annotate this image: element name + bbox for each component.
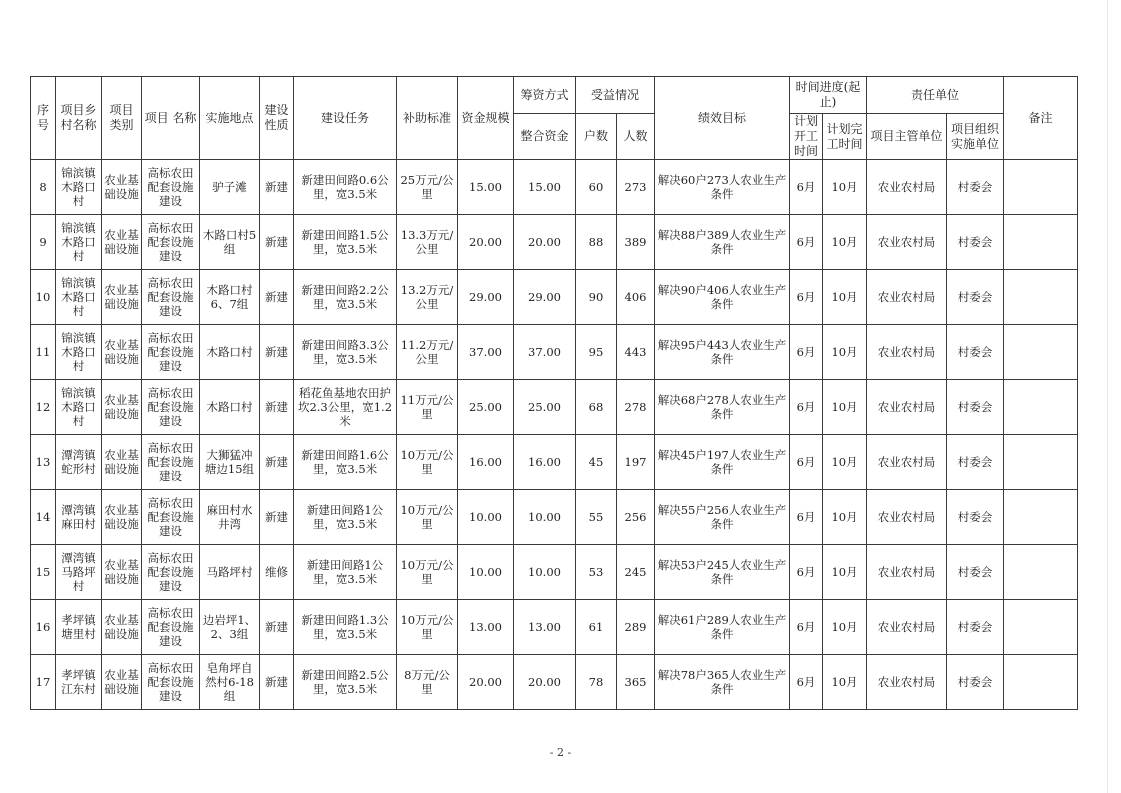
project-category: 农业基础设施 bbox=[102, 270, 142, 325]
finish-month: 10月 bbox=[823, 270, 867, 325]
performance-target: 解决60户273人农业生产条件 bbox=[655, 160, 790, 215]
performance-target: 解决90户406人农业生产条件 bbox=[655, 270, 790, 325]
village-name: 锦滨镇木路口村 bbox=[56, 380, 102, 435]
performance-target: 解决53户245人农业生产条件 bbox=[655, 545, 790, 600]
remark bbox=[1004, 545, 1078, 600]
project-category: 农业基础设施 bbox=[102, 600, 142, 655]
people: 245 bbox=[617, 545, 655, 600]
fund-scale: 10.00 bbox=[458, 490, 514, 545]
subsidy-standard: 8万元/公里 bbox=[397, 655, 458, 710]
subsidy-standard: 25万元/公里 bbox=[397, 160, 458, 215]
households: 45 bbox=[576, 435, 617, 490]
row-no: 12 bbox=[31, 380, 56, 435]
header-task: 建设任务 bbox=[294, 77, 397, 160]
people: 273 bbox=[617, 160, 655, 215]
row-no: 14 bbox=[31, 490, 56, 545]
header-funding-integrated: 整合资金 bbox=[514, 114, 576, 160]
construction-task: 新建田间路1公里，宽3.5米 bbox=[294, 545, 397, 600]
subsidy-standard: 10万元/公里 bbox=[397, 435, 458, 490]
start-month: 6月 bbox=[790, 655, 823, 710]
construction-task: 新建田间路1公里，宽3.5米 bbox=[294, 490, 397, 545]
performance-target: 解决88户389人农业生产条件 bbox=[655, 215, 790, 270]
row-no: 17 bbox=[31, 655, 56, 710]
finish-month: 10月 bbox=[823, 655, 867, 710]
location: 大狮猛冲塘边15组 bbox=[200, 435, 260, 490]
construction-nature: 新建 bbox=[260, 270, 294, 325]
remark bbox=[1004, 270, 1078, 325]
header-name: 项目 名称 bbox=[142, 77, 200, 160]
construction-task: 新建田间路2.5公里，宽3.5米 bbox=[294, 655, 397, 710]
integrated-fund: 29.00 bbox=[514, 270, 576, 325]
start-month: 6月 bbox=[790, 215, 823, 270]
construction-nature: 新建 bbox=[260, 325, 294, 380]
implementer-unit: 村委会 bbox=[947, 380, 1004, 435]
manager-unit: 农业农村局 bbox=[867, 215, 947, 270]
project-category: 农业基础设施 bbox=[102, 490, 142, 545]
location: 木路口村6、7组 bbox=[200, 270, 260, 325]
table-row bbox=[31, 380, 1078, 435]
manager-unit: 农业农村局 bbox=[867, 655, 947, 710]
fund-scale: 20.00 bbox=[458, 215, 514, 270]
fund-scale: 20.00 bbox=[458, 655, 514, 710]
subsidy-standard: 13.3万元/公里 bbox=[397, 215, 458, 270]
implementer-unit: 村委会 bbox=[947, 160, 1004, 215]
integrated-fund: 16.00 bbox=[514, 435, 576, 490]
construction-nature: 新建 bbox=[260, 490, 294, 545]
header-schedule: 时间进度(起止) bbox=[790, 77, 867, 114]
village-name: 潭湾镇麻田村 bbox=[56, 490, 102, 545]
location: 木路口村 bbox=[200, 380, 260, 435]
header-funding: 筹资方式 bbox=[514, 77, 576, 114]
table-row bbox=[31, 325, 1078, 380]
row-no: 13 bbox=[31, 435, 56, 490]
people: 365 bbox=[617, 655, 655, 710]
subsidy-standard: 10万元/公里 bbox=[397, 545, 458, 600]
table-row bbox=[31, 490, 1078, 545]
table-row bbox=[31, 435, 1078, 490]
header-finish: 计划完工时间 bbox=[823, 114, 867, 160]
people: 389 bbox=[617, 215, 655, 270]
people: 443 bbox=[617, 325, 655, 380]
project-category: 农业基础设施 bbox=[102, 435, 142, 490]
households: 68 bbox=[576, 380, 617, 435]
people: 406 bbox=[617, 270, 655, 325]
header-target: 绩效目标 bbox=[655, 77, 790, 160]
construction-nature: 新建 bbox=[260, 380, 294, 435]
header-nature: 建设性质 bbox=[260, 77, 294, 160]
header-people: 人数 bbox=[617, 114, 655, 160]
manager-unit: 农业农村局 bbox=[867, 490, 947, 545]
finish-month: 10月 bbox=[823, 435, 867, 490]
village-name: 孝坪镇塘里村 bbox=[56, 600, 102, 655]
remark bbox=[1004, 380, 1078, 435]
manager-unit: 农业农村局 bbox=[867, 160, 947, 215]
construction-task: 新建田间路3.3公里，宽3.5米 bbox=[294, 325, 397, 380]
header-no: 序号 bbox=[31, 77, 56, 160]
remark bbox=[1004, 490, 1078, 545]
row-no: 9 bbox=[31, 215, 56, 270]
construction-task: 新建田间路0.6公里，宽3.5米 bbox=[294, 160, 397, 215]
finish-month: 10月 bbox=[823, 160, 867, 215]
remark bbox=[1004, 215, 1078, 270]
table-row bbox=[31, 655, 1078, 710]
location: 皂角坪自然村6-18组 bbox=[200, 655, 260, 710]
implementer-unit: 村委会 bbox=[947, 435, 1004, 490]
integrated-fund: 15.00 bbox=[514, 160, 576, 215]
finish-month: 10月 bbox=[823, 490, 867, 545]
project-name: 高标农田配套设施建设 bbox=[142, 655, 200, 710]
construction-nature: 维修 bbox=[260, 545, 294, 600]
header-category: 项目类别 bbox=[102, 77, 142, 160]
start-month: 6月 bbox=[790, 270, 823, 325]
table-row bbox=[31, 160, 1078, 215]
start-month: 6月 bbox=[790, 600, 823, 655]
header-location: 实施地点 bbox=[200, 77, 260, 160]
row-no: 15 bbox=[31, 545, 56, 600]
location: 马路坪村 bbox=[200, 545, 260, 600]
header-benefit: 受益情况 bbox=[576, 77, 655, 114]
manager-unit: 农业农村局 bbox=[867, 380, 947, 435]
performance-target: 解决55户256人农业生产条件 bbox=[655, 490, 790, 545]
remark bbox=[1004, 325, 1078, 380]
scan-edge-line bbox=[1107, 0, 1108, 793]
fund-scale: 10.00 bbox=[458, 545, 514, 600]
village-name: 潭湾镇马路坪村 bbox=[56, 545, 102, 600]
table-row bbox=[31, 600, 1078, 655]
start-month: 6月 bbox=[790, 490, 823, 545]
finish-month: 10月 bbox=[823, 380, 867, 435]
manager-unit: 农业农村局 bbox=[867, 270, 947, 325]
location: 木路口村 bbox=[200, 325, 260, 380]
location: 麻田村水井湾 bbox=[200, 490, 260, 545]
row-no: 16 bbox=[31, 600, 56, 655]
header-manager: 项目主管单位 bbox=[867, 114, 947, 160]
manager-unit: 农业农村局 bbox=[867, 600, 947, 655]
project-name: 高标农田配套设施建设 bbox=[142, 270, 200, 325]
project-name: 高标农田配套设施建设 bbox=[142, 600, 200, 655]
project-name: 高标农田配套设施建设 bbox=[142, 545, 200, 600]
fund-scale: 15.00 bbox=[458, 160, 514, 215]
people: 256 bbox=[617, 490, 655, 545]
table-row bbox=[31, 215, 1078, 270]
start-month: 6月 bbox=[790, 380, 823, 435]
row-no: 10 bbox=[31, 270, 56, 325]
construction-nature: 新建 bbox=[260, 435, 294, 490]
households: 88 bbox=[576, 215, 617, 270]
project-category: 农业基础设施 bbox=[102, 325, 142, 380]
manager-unit: 农业农村局 bbox=[867, 435, 947, 490]
households: 61 bbox=[576, 600, 617, 655]
implementer-unit: 村委会 bbox=[947, 215, 1004, 270]
row-no: 11 bbox=[31, 325, 56, 380]
construction-nature: 新建 bbox=[260, 655, 294, 710]
village-name: 锦滨镇木路口村 bbox=[56, 160, 102, 215]
finish-month: 10月 bbox=[823, 215, 867, 270]
start-month: 6月 bbox=[790, 545, 823, 600]
header-start: 计划开工时间 bbox=[790, 114, 823, 160]
project-table bbox=[30, 76, 1078, 710]
village-name: 锦滨镇木路口村 bbox=[56, 270, 102, 325]
implementer-unit: 村委会 bbox=[947, 490, 1004, 545]
page-number: - 2 - bbox=[549, 746, 572, 759]
integrated-fund: 20.00 bbox=[514, 215, 576, 270]
people: 278 bbox=[617, 380, 655, 435]
header-scale: 资金规模 bbox=[458, 77, 514, 160]
performance-target: 解决61户289人农业生产条件 bbox=[655, 600, 790, 655]
fund-scale: 29.00 bbox=[458, 270, 514, 325]
fund-scale: 13.00 bbox=[458, 600, 514, 655]
households: 60 bbox=[576, 160, 617, 215]
header-households: 户数 bbox=[576, 114, 617, 160]
people: 197 bbox=[617, 435, 655, 490]
manager-unit: 农业农村局 bbox=[867, 545, 947, 600]
subsidy-standard: 10万元/公里 bbox=[397, 490, 458, 545]
integrated-fund: 13.00 bbox=[514, 600, 576, 655]
header-village: 项目乡村名称 bbox=[56, 77, 102, 160]
location: 边岩坪1、2、3组 bbox=[200, 600, 260, 655]
implementer-unit: 村委会 bbox=[947, 655, 1004, 710]
construction-nature: 新建 bbox=[260, 215, 294, 270]
performance-target: 解决95户443人农业生产条件 bbox=[655, 325, 790, 380]
implementer-unit: 村委会 bbox=[947, 270, 1004, 325]
households: 78 bbox=[576, 655, 617, 710]
integrated-fund: 25.00 bbox=[514, 380, 576, 435]
table-row bbox=[31, 270, 1078, 325]
integrated-fund: 10.00 bbox=[514, 490, 576, 545]
implementer-unit: 村委会 bbox=[947, 325, 1004, 380]
households: 55 bbox=[576, 490, 617, 545]
integrated-fund: 20.00 bbox=[514, 655, 576, 710]
construction-task: 新建田间路2.2公里，宽3.5米 bbox=[294, 270, 397, 325]
subsidy-standard: 11.2万元/公里 bbox=[397, 325, 458, 380]
table-row bbox=[31, 545, 1078, 600]
location: 驴子滩 bbox=[200, 160, 260, 215]
project-name: 高标农田配套设施建设 bbox=[142, 435, 200, 490]
project-table-sheet bbox=[30, 76, 1078, 710]
implementer-unit: 村委会 bbox=[947, 600, 1004, 655]
fund-scale: 25.00 bbox=[458, 380, 514, 435]
project-category: 农业基础设施 bbox=[102, 545, 142, 600]
project-name: 高标农田配套设施建设 bbox=[142, 380, 200, 435]
integrated-fund: 10.00 bbox=[514, 545, 576, 600]
village-name: 孝坪镇江东村 bbox=[56, 655, 102, 710]
construction-nature: 新建 bbox=[260, 160, 294, 215]
village-name: 锦滨镇木路口村 bbox=[56, 325, 102, 380]
subsidy-standard: 11万元/公里 bbox=[397, 380, 458, 435]
project-category: 农业基础设施 bbox=[102, 380, 142, 435]
finish-month: 10月 bbox=[823, 600, 867, 655]
header-responsible: 责任单位 bbox=[867, 77, 1004, 114]
construction-nature: 新建 bbox=[260, 600, 294, 655]
people: 289 bbox=[617, 600, 655, 655]
remark bbox=[1004, 655, 1078, 710]
manager-unit: 农业农村局 bbox=[867, 325, 947, 380]
households: 90 bbox=[576, 270, 617, 325]
start-month: 6月 bbox=[790, 325, 823, 380]
finish-month: 10月 bbox=[823, 545, 867, 600]
finish-month: 10月 bbox=[823, 325, 867, 380]
subsidy-standard: 10万元/公里 bbox=[397, 600, 458, 655]
header-remark: 备注 bbox=[1004, 77, 1078, 160]
project-category: 农业基础设施 bbox=[102, 215, 142, 270]
implementer-unit: 村委会 bbox=[947, 545, 1004, 600]
performance-target: 解决78户365人农业生产条件 bbox=[655, 655, 790, 710]
performance-target: 解决68户278人农业生产条件 bbox=[655, 380, 790, 435]
households: 53 bbox=[576, 545, 617, 600]
project-name: 高标农田配套设施建设 bbox=[142, 490, 200, 545]
village-name: 潭湾镇蛇形村 bbox=[56, 435, 102, 490]
start-month: 6月 bbox=[790, 435, 823, 490]
integrated-fund: 37.00 bbox=[514, 325, 576, 380]
construction-task: 新建田间路1.3公里，宽3.5米 bbox=[294, 600, 397, 655]
village-name: 锦滨镇木路口村 bbox=[56, 215, 102, 270]
construction-task: 新建田间路1.5公里，宽3.5米 bbox=[294, 215, 397, 270]
start-month: 6月 bbox=[790, 160, 823, 215]
remark bbox=[1004, 435, 1078, 490]
remark bbox=[1004, 600, 1078, 655]
project-name: 高标农田配套设施建设 bbox=[142, 215, 200, 270]
location: 木路口村5组 bbox=[200, 215, 260, 270]
households: 95 bbox=[576, 325, 617, 380]
performance-target: 解决45户197人农业生产条件 bbox=[655, 435, 790, 490]
remark bbox=[1004, 160, 1078, 215]
fund-scale: 37.00 bbox=[458, 325, 514, 380]
fund-scale: 16.00 bbox=[458, 435, 514, 490]
project-name: 高标农田配套设施建设 bbox=[142, 160, 200, 215]
construction-task: 稻花鱼基地农田护坎2.3公里，宽1.2米 bbox=[294, 380, 397, 435]
project-category: 农业基础设施 bbox=[102, 160, 142, 215]
project-category: 农业基础设施 bbox=[102, 655, 142, 710]
header-subsidy: 补助标准 bbox=[397, 77, 458, 160]
construction-task: 新建田间路1.6公里，宽3.5米 bbox=[294, 435, 397, 490]
header-implementer: 项目组织实施单位 bbox=[947, 114, 1004, 160]
row-no: 8 bbox=[31, 160, 56, 215]
subsidy-standard: 13.2万元/公里 bbox=[397, 270, 458, 325]
project-name: 高标农田配套设施建设 bbox=[142, 325, 200, 380]
